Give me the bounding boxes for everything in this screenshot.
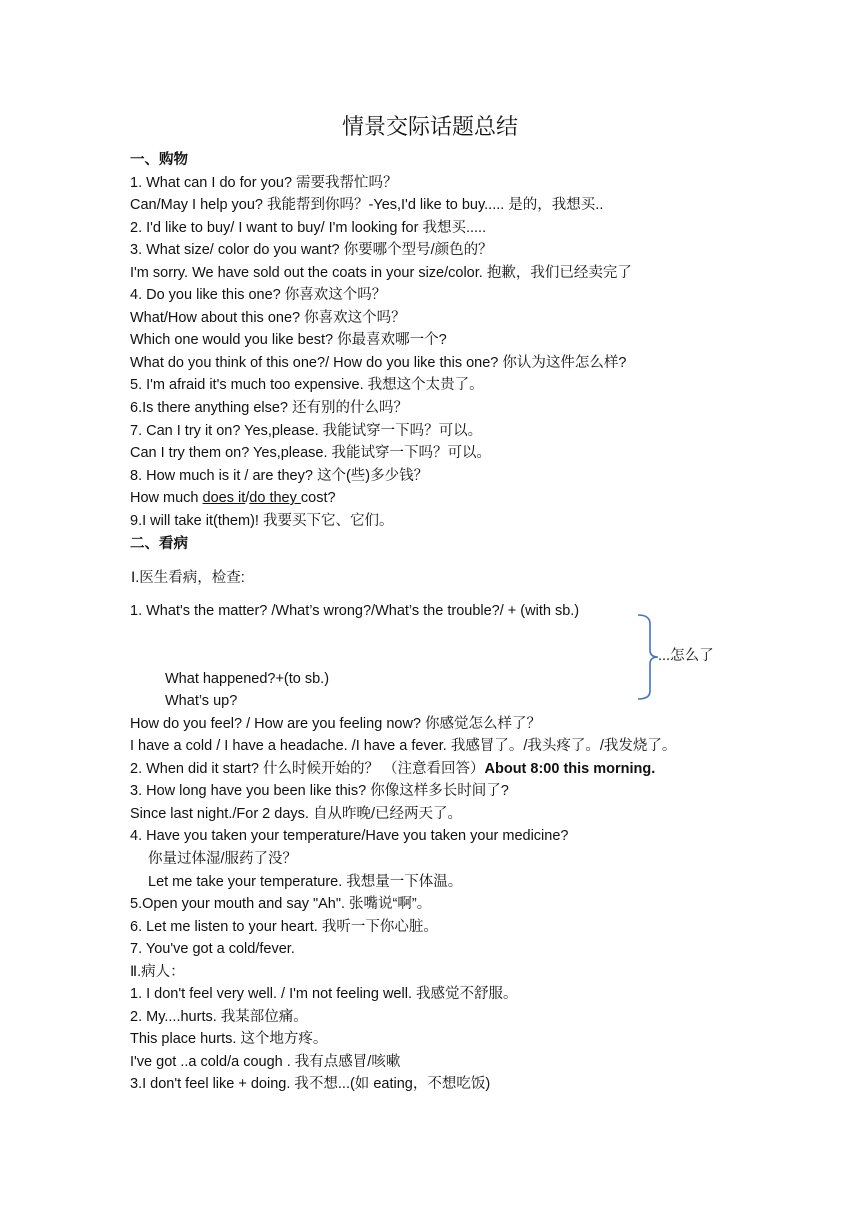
text-line: 7. You've got a cold/fever.	[130, 941, 295, 957]
text-line: 1. What can I do for you? 需要我帮忙吗？	[130, 175, 398, 191]
text-line: What/How about this one? 你喜欢这个吗？	[130, 310, 406, 326]
text-line-how-much-cost	[130, 487, 336, 509]
text-line: 4. Do you like this one? 你喜欢这个吗？	[130, 287, 387, 303]
text-line: Let me take your temperature. 我想量一下体温。	[148, 874, 463, 890]
text-line: 3.I don't feel like + doing. 我不想...(如 eating，不想吃饭)	[130, 1076, 491, 1092]
bold-answer: About 8:00 this morning.	[484, 761, 656, 777]
text-line: Which one would you like best? 你最喜欢哪一个?	[130, 332, 447, 348]
text-line: What do you think of this one?/ How do you like this one? 你认为这件怎么样?	[130, 355, 627, 371]
text-line: I'm sorry. We have sold out the coats in your size/color. 抱歉，我们已经卖完了	[130, 265, 632, 281]
text-line: 2. My....hurts. 我某部位痛。	[130, 1009, 308, 1025]
text-line: 5. I'm afraid it's much too expensive. 我想这个太贵了。	[130, 377, 484, 393]
text-line: 3. What size/ color do you want? 你要哪个型号/颜色的？	[130, 242, 493, 258]
text-line: 1. I don't feel very well. / I'm not feeling well. 我感觉不舒服。	[130, 986, 518, 1002]
text-line	[130, 758, 655, 780]
text-segment: /	[245, 490, 250, 506]
text-line: 4. Have you taken your temperature/Have you taken your medicine?	[130, 828, 569, 844]
text-line: 2. I'd like to buy/ I want to buy/ I'm looking for 我想买.....	[130, 220, 487, 236]
text-line: 8. How much is it / are they? 这个(些)多少钱？	[130, 468, 429, 484]
text-line: I've got ..a cold/a cough . 我有点感冒/咳嗽	[130, 1054, 401, 1070]
brace-label: ...怎么了	[658, 648, 714, 664]
text-line: Can I try them on? Yes,please. 我能试穿一下吗？可以。	[130, 445, 492, 461]
text-line: 1. What's the matter? /What’s wrong?/What’s the trouble?/ + (with sb.)	[130, 603, 580, 619]
text-line: This place hurts. 这个地方疼。	[130, 1031, 328, 1047]
text-segment: How much	[130, 490, 203, 506]
subsection-heading-doctor: Ⅰ.医生看病，检查:	[131, 570, 245, 586]
text-line: Can/May I help you? 我能帮到你吗？-Yes,I'd like to buy..... 是的，我想买..	[130, 197, 604, 213]
section-heading-seeing-doctor: 二、看病	[130, 536, 188, 552]
text-line: 6. Let me listen to your heart. 我听一下你心脏。	[130, 919, 438, 935]
text-segment: 2. When did it start? 什么时候开始的？ （注意看回答）	[130, 761, 485, 777]
text-line: 6.Is there anything else? 还有别的什么吗？	[130, 400, 409, 416]
underlined-phrase: do they	[249, 490, 301, 506]
text-line: 9.I will take it(them)! 我要买下它、它们。	[130, 513, 394, 529]
text-line: What happened?+(to sb.)	[165, 671, 330, 687]
section-heading-shopping: 一、购物	[130, 152, 188, 168]
page-title: 情景交际话题总结	[341, 115, 518, 140]
text-line: I have a cold / I have a headache. /I have a fever. 我感冒了。/我头疼了。/我发烧了。	[130, 738, 677, 754]
text-segment: cost?	[300, 490, 336, 506]
underlined-phrase: does it	[202, 490, 246, 506]
text-line: How do you feel? / How are you feeling now? 你感觉怎么样了？	[130, 716, 542, 732]
text-line: What’s up?	[165, 693, 238, 709]
subsection-heading-patient: Ⅱ.病人：	[130, 964, 185, 980]
text-line: Since last night./For 2 days. 自从昨晚/已经两天了。	[130, 806, 462, 822]
text-line: 3. How long have you been like this? 你像这样多长时间了?	[130, 783, 509, 799]
text-line: 5.Open your mouth and say "Ah". 张嘴说“啊”。	[130, 896, 432, 912]
text-line: 你量过体湿/服药了没？	[148, 851, 298, 867]
text-line: 7. Can I try it on? Yes,please. 我能试穿一下吗？可以。	[130, 423, 483, 439]
